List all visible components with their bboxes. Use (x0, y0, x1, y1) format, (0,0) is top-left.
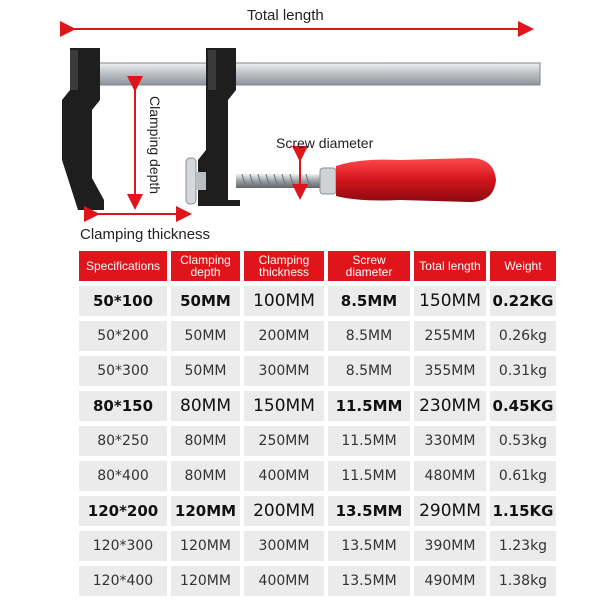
cell-thickness: 250MM (244, 426, 324, 456)
cell-depth: 120MM (171, 531, 240, 561)
cell-thickness: 200MM (244, 496, 324, 526)
cell-thickness: 400MM (244, 566, 324, 596)
specifications-table (75, 246, 560, 601)
cell-screw: 13.5MM (328, 531, 410, 561)
handle-ferrule (320, 168, 336, 194)
cell-weight: 1.23kg (490, 531, 556, 561)
table-row (79, 496, 556, 526)
cell-screw: 13.5MM (328, 496, 410, 526)
cell-screw: 11.5MM (328, 391, 410, 421)
pressure-pad (186, 158, 196, 204)
cell-screw: 13.5MM (328, 566, 410, 596)
cell-weight: 0.61kg (490, 461, 556, 491)
cell-thickness: 150MM (244, 391, 324, 421)
cell-thickness: 300MM (244, 531, 324, 561)
cell-spec: 120*400 (79, 566, 167, 596)
clamping-depth-label: Clamping depth (147, 96, 163, 195)
cell-spec: 50*100 (79, 286, 167, 316)
header-screw-diameter: Screw diameter (328, 251, 410, 281)
cell-weight: 1.38kg (490, 566, 556, 596)
screw (236, 174, 324, 188)
table-header-row (79, 251, 556, 281)
cell-weight: 0.31kg (490, 356, 556, 386)
cell-depth: 80MM (171, 426, 240, 456)
cell-spec: 50*300 (79, 356, 167, 386)
cell-length: 230MM (414, 391, 486, 421)
fixed-jaw (62, 48, 104, 210)
cell-thickness: 100MM (244, 286, 324, 316)
screw-diameter-label: Screw diameter (276, 135, 374, 151)
cell-spec: 80*250 (79, 426, 167, 456)
cell-depth: 80MM (171, 391, 240, 421)
cell-length: 330MM (414, 426, 486, 456)
cell-length: 480MM (414, 461, 486, 491)
table-row (79, 321, 556, 351)
f-clamp-illustration (0, 0, 600, 245)
cell-weight: 0.22KG (490, 286, 556, 316)
total-length-label: Total length (247, 7, 324, 24)
cell-length: 150MM (414, 286, 486, 316)
cell-thickness: 300MM (244, 356, 324, 386)
cell-weight: 0.26kg (490, 321, 556, 351)
cell-depth: 80MM (171, 461, 240, 491)
table-row (79, 286, 556, 316)
cell-spec: 120*200 (79, 496, 167, 526)
handle (336, 158, 496, 202)
cell-depth: 50MM (171, 356, 240, 386)
header-clamping-depth: Clamping depth (171, 251, 240, 281)
header-clamping-thickness: Clamping thickness (244, 251, 324, 281)
cell-depth: 120MM (171, 566, 240, 596)
table-row (79, 461, 556, 491)
cell-length: 255MM (414, 321, 486, 351)
cell-length: 355MM (414, 356, 486, 386)
header-total-length: Total length (414, 251, 486, 281)
cell-length: 290MM (414, 496, 486, 526)
cell-spec: 80*400 (79, 461, 167, 491)
table-row (79, 356, 556, 386)
clamp-diagram (0, 0, 600, 245)
cell-spec: 120*300 (79, 531, 167, 561)
cell-thickness: 400MM (244, 461, 324, 491)
cell-depth: 120MM (171, 496, 240, 526)
cell-length: 490MM (414, 566, 486, 596)
table-row (79, 566, 556, 596)
cell-screw: 8.5MM (328, 286, 410, 316)
table-row (79, 531, 556, 561)
header-weight: Weight (490, 251, 556, 281)
cell-weight: 0.53kg (490, 426, 556, 456)
cell-screw: 8.5MM (328, 356, 410, 386)
clamp-bar (88, 63, 540, 85)
cell-spec: 80*150 (79, 391, 167, 421)
header-specifications: Specifications (79, 251, 167, 281)
cell-thickness: 200MM (244, 321, 324, 351)
clamping-thickness-label: Clamping thickness (80, 226, 211, 243)
cell-depth: 50MM (171, 321, 240, 351)
cell-screw: 11.5MM (328, 426, 410, 456)
cell-spec: 50*200 (79, 321, 167, 351)
cell-weight: 1.15KG (490, 496, 556, 526)
cell-depth: 50MM (171, 286, 240, 316)
table-row (79, 391, 556, 421)
cell-length: 390MM (414, 531, 486, 561)
cell-screw: 11.5MM (328, 461, 410, 491)
cell-weight: 0.45KG (490, 391, 556, 421)
cell-screw: 8.5MM (328, 321, 410, 351)
table-row (79, 426, 556, 456)
